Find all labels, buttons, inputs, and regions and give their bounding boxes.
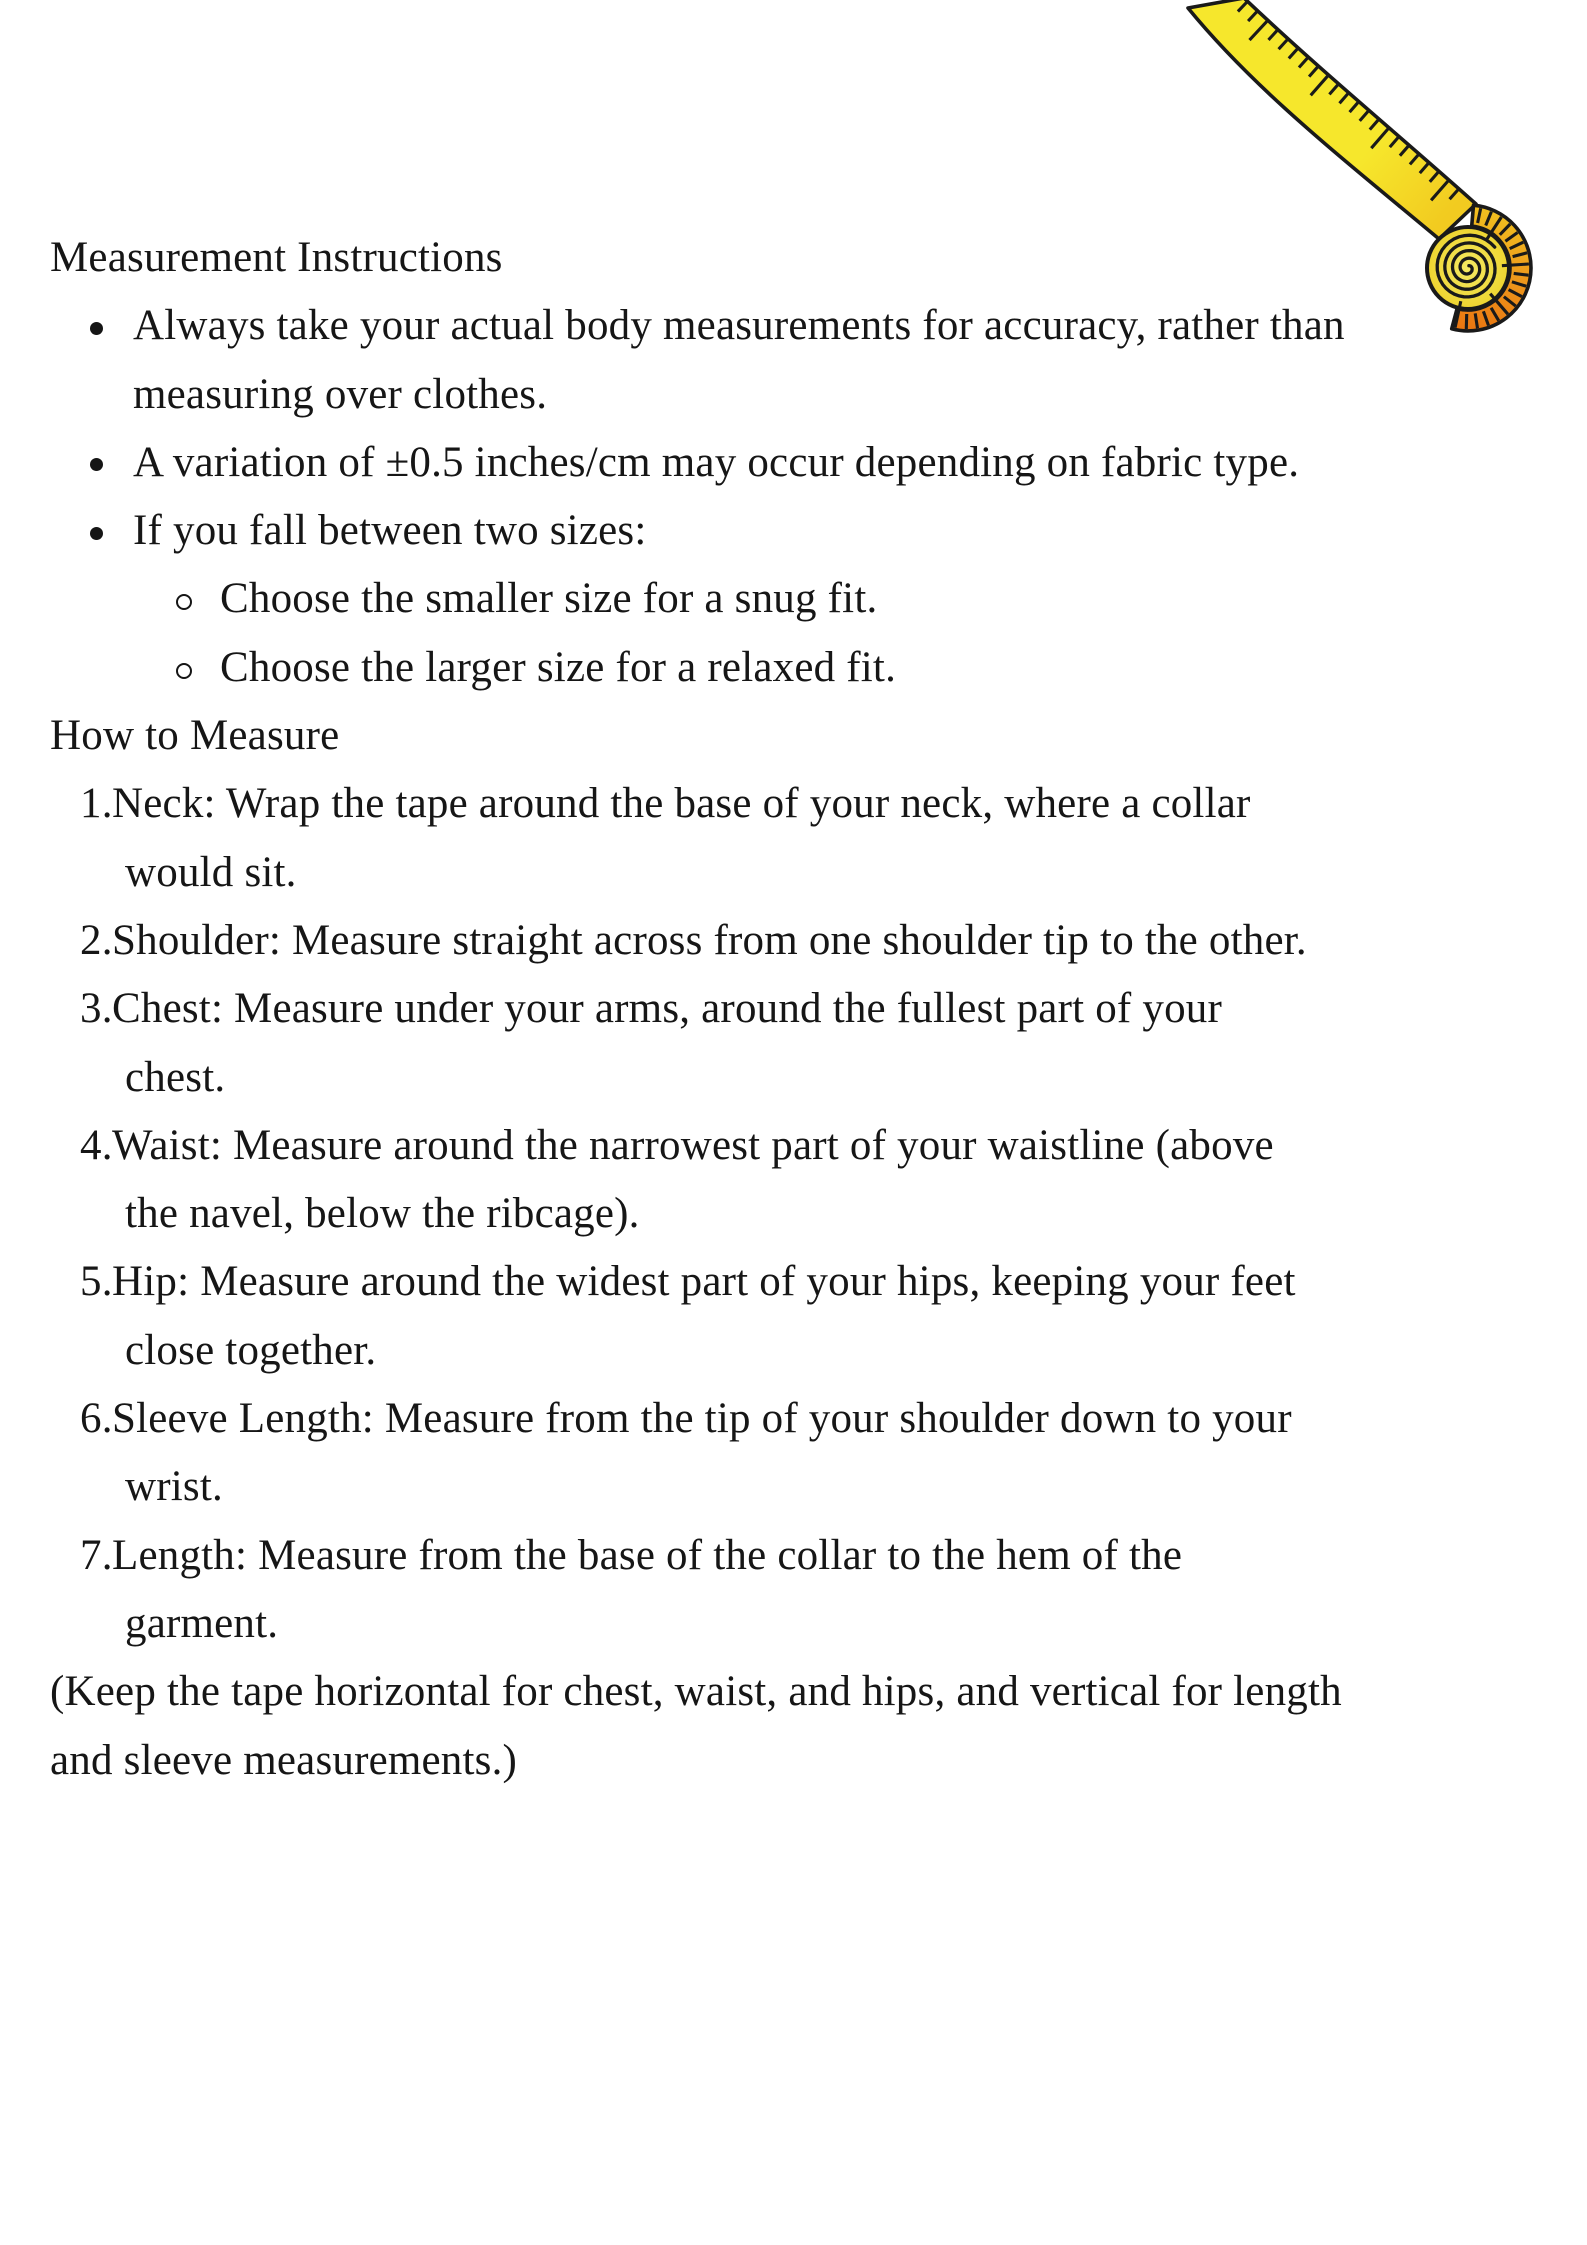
text-run: Choose the smaller size for a snug fit. (220, 575, 878, 623)
text-run: and sleeve measurements.) (50, 1736, 518, 1784)
bullet-disc-icon (90, 322, 103, 335)
bullet-item-line (50, 361, 1550, 429)
text-run: the navel, below the ribcage). (125, 1190, 640, 1238)
numbered-item-line (50, 1453, 1550, 1521)
text-run: Sleeve Length: Measure from the tip of your shoulder down to your (112, 1395, 1292, 1443)
paragraph-line (50, 1727, 1550, 1795)
text-run: A variation of ±0.5 inches/cm may occur depending on fabric type. (133, 438, 1300, 486)
text-run: If you fall between two sizes: (133, 507, 647, 555)
text-run: Length: Measure from the base of the collar to the hem of the (112, 1531, 1183, 1579)
ruler-tick (1514, 273, 1529, 275)
list-number-label: 4. (80, 1121, 113, 1169)
list-number-label: 2. (80, 916, 113, 964)
numbered-item-line (50, 907, 1550, 975)
numbered-item-line (50, 1180, 1550, 1248)
text-run: Chest: Measure under your arms, around the fullest part of your (112, 985, 1223, 1033)
sub-bullet-item-line (50, 634, 1550, 702)
list-number-label: 3. (80, 985, 113, 1033)
text-run: Measurement Instructions (50, 234, 503, 281)
bullet-circle-icon (176, 663, 192, 679)
text-run: measuring over clothes. (133, 370, 548, 418)
text-run: Always take your actual body measurements for accuracy, rather than (133, 302, 1345, 350)
measuring-tape-illustration (1170, 0, 1570, 342)
text-run: Hip: Measure around the widest part of your hips, keeping your feet (112, 1258, 1296, 1306)
bullet-item-line (50, 497, 1550, 565)
text-run: wrist. (125, 1463, 223, 1511)
list-number-label: 7. (80, 1531, 113, 1579)
text-run: chest. (125, 1053, 226, 1101)
numbered-item-line (50, 770, 1550, 838)
paragraph-line (50, 1658, 1550, 1726)
list-number-label: 1. (80, 780, 113, 828)
bullet-circle-icon (176, 594, 192, 610)
sub-bullet-item-line (50, 565, 1550, 633)
numbered-item-line (50, 1522, 1550, 1590)
text-run: Waist: Measure around the narrowest part of your waistline (above (112, 1121, 1274, 1169)
numbered-item-line (50, 1248, 1550, 1316)
text-run: close together. (125, 1326, 377, 1374)
text-run: Shoulder: Measure straight across from one shoulder tip to the other. (112, 916, 1307, 964)
tape-strip (1188, 0, 1476, 239)
bullet-disc-icon (90, 458, 103, 471)
document-content (50, 224, 1550, 1795)
list-number-label: 5. (80, 1258, 113, 1306)
text-run: would sit. (125, 848, 297, 896)
text-run: Choose the larger size for a relaxed fit. (220, 643, 897, 691)
numbered-item-line (50, 839, 1550, 907)
numbered-item-line (50, 1044, 1550, 1112)
numbered-item-line (50, 975, 1550, 1043)
numbered-item-line (50, 1590, 1550, 1658)
text-run: How to Measure (50, 712, 340, 760)
text-run: (Keep the tape horizontal for chest, waist, and hips, and vertical for length (50, 1668, 1342, 1716)
list-number-label: 6. (80, 1395, 113, 1443)
ruler-tick (1502, 264, 1529, 266)
numbered-item-line (50, 1385, 1550, 1453)
section-heading (50, 702, 1550, 770)
bullet-item-line (50, 429, 1550, 497)
bullet-disc-icon (90, 527, 103, 540)
numbered-item-line (50, 1112, 1550, 1180)
numbered-item-line (50, 1317, 1550, 1385)
text-run: garment. (125, 1599, 279, 1647)
text-run: Neck: Wrap the tape around the base of your neck, where a collar (112, 780, 1251, 828)
